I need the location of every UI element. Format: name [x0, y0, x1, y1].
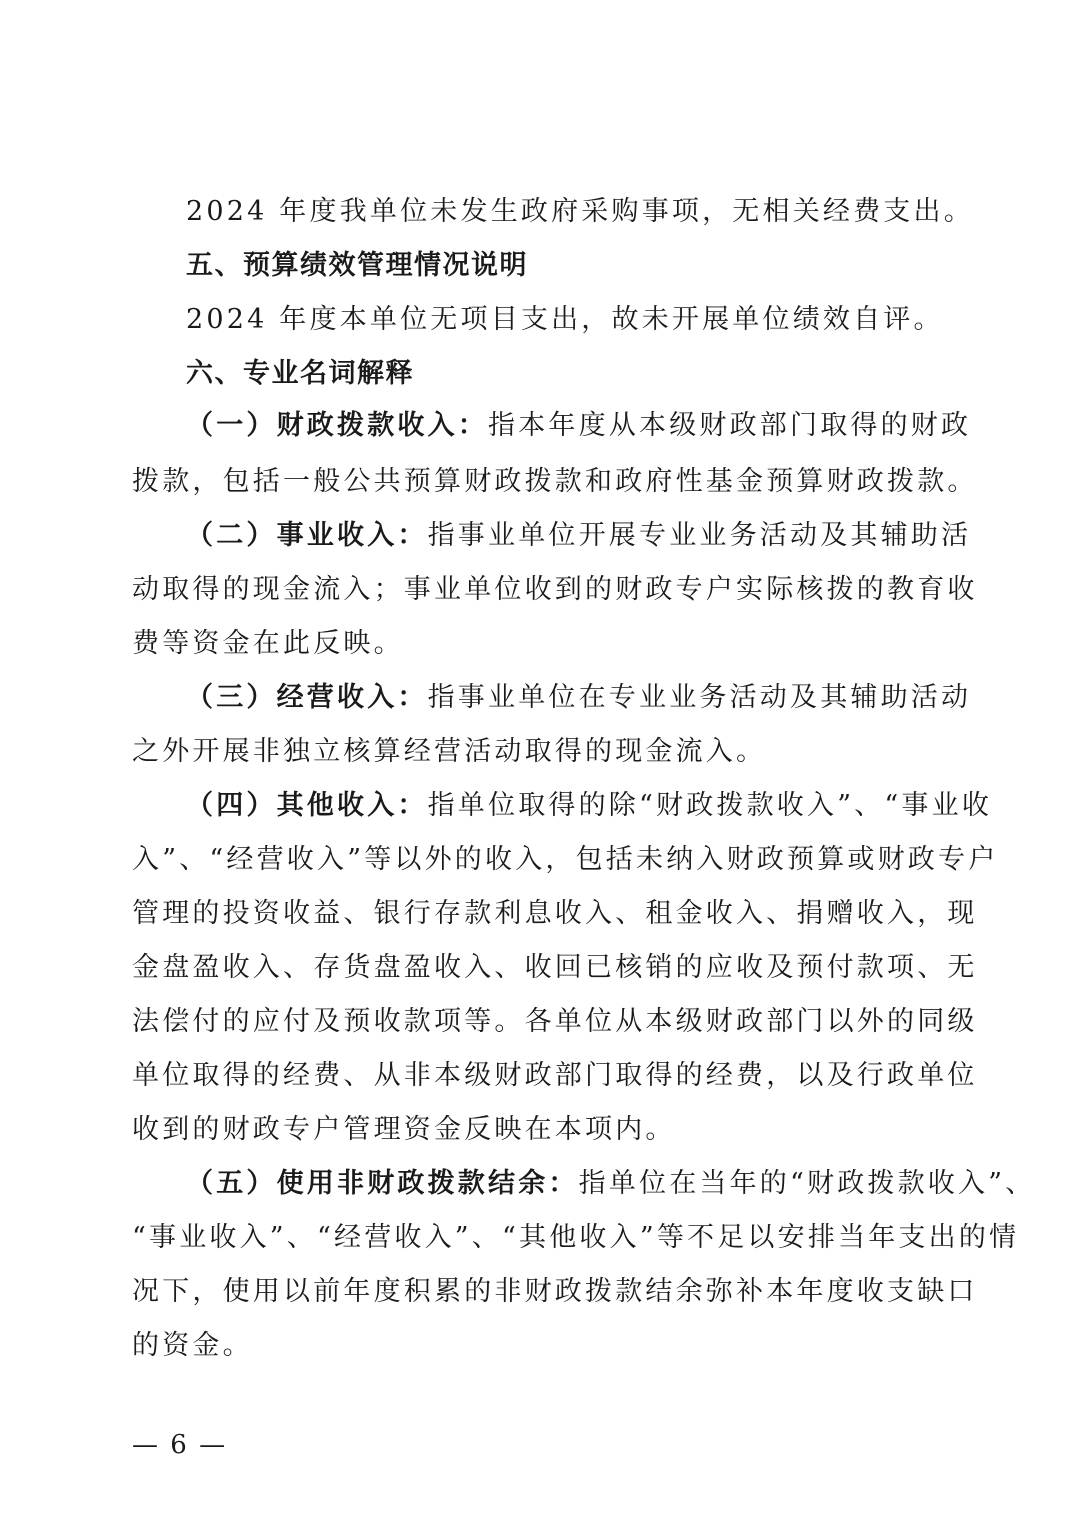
term-5-line-2: “事业收入”、“经营收入”、“其他收入”等不足以安排当年支出的情 — [132, 1222, 1020, 1253]
term-2-label: （二）事业收入： — [186, 520, 428, 551]
procurement-statement: 2024 年度我单位未发生政府采购事项，无相关经费支出。 — [186, 196, 974, 227]
term-3-line-1 — [186, 671, 972, 725]
term-5-line-1 — [186, 1157, 1036, 1211]
term-1-line-2: 拨款，包括一般公共预算财政拨款和政府性基金预算财政拨款。 — [132, 466, 978, 497]
term-5-text: 指单位在当年的“财政拨款收入”、 — [578, 1168, 1036, 1199]
term-2-line-3: 费等资金在此反映。 — [132, 628, 404, 659]
page-number: — 6 — — [132, 1430, 228, 1460]
term-4-line-1 — [186, 779, 993, 833]
term-3-line-2: 之外开展非独立核算经营活动取得的现金流入。 — [132, 736, 767, 767]
term-4-label: （四）其他收入： — [186, 790, 428, 821]
term-4-line-2: 入”、“经营收入”等以外的收入，包括未纳入财政预算或财政专户 — [132, 844, 999, 875]
term-5-line-3: 况下，使用以前年度积累的非财政拨款结余弥补本年度收支缺口 — [132, 1276, 978, 1307]
term-1-label: （一）财政拨款收入： — [186, 410, 488, 441]
term-4-line-3: 管理的投资收益、银行存款利息收入、租金收入、捐赠收入，现 — [132, 898, 978, 929]
term-1-line-1 — [186, 399, 972, 453]
term-4-line-4: 金盘盈收入、存货盘盈收入、收回已核销的应收及预付款项、无 — [132, 952, 978, 983]
term-4-text: 指单位取得的除“财政拨款收入”、“事业收 — [427, 790, 993, 821]
term-4-line-7: 收到的财政专户管理资金反映在本项内。 — [132, 1114, 676, 1145]
section-5-heading: 五、预算绩效管理情况说明 — [186, 250, 528, 281]
term-4-line-5: 法偿付的应付及预收款项等。各单位从本级财政部门以外的同级 — [132, 1006, 978, 1037]
term-4-line-6: 单位取得的经费、从非本级财政部门取得的经费，以及行政单位 — [132, 1060, 978, 1091]
term-3-text: 指事业单位在专业业务活动及其辅助活动 — [427, 682, 972, 713]
term-3-label: （三）经营收入： — [186, 682, 428, 713]
term-1-text: 指本年度从本级财政部门取得的财政 — [488, 410, 972, 441]
term-5-label: （五）使用非财政拨款结余： — [186, 1168, 579, 1199]
term-2-text: 指事业单位开展专业业务活动及其辅助活 — [427, 520, 972, 551]
term-2-line-1 — [186, 509, 972, 563]
section-6-heading: 六、专业名词解释 — [186, 358, 414, 389]
term-5-line-4: 的资金。 — [132, 1330, 253, 1361]
section-5-body: 2024 年度本单位无项目支出，故未开展单位绩效自评。 — [186, 304, 944, 335]
term-2-line-2: 动取得的现金流入；事业单位收到的财政专户实际核拨的教育收 — [132, 574, 978, 605]
